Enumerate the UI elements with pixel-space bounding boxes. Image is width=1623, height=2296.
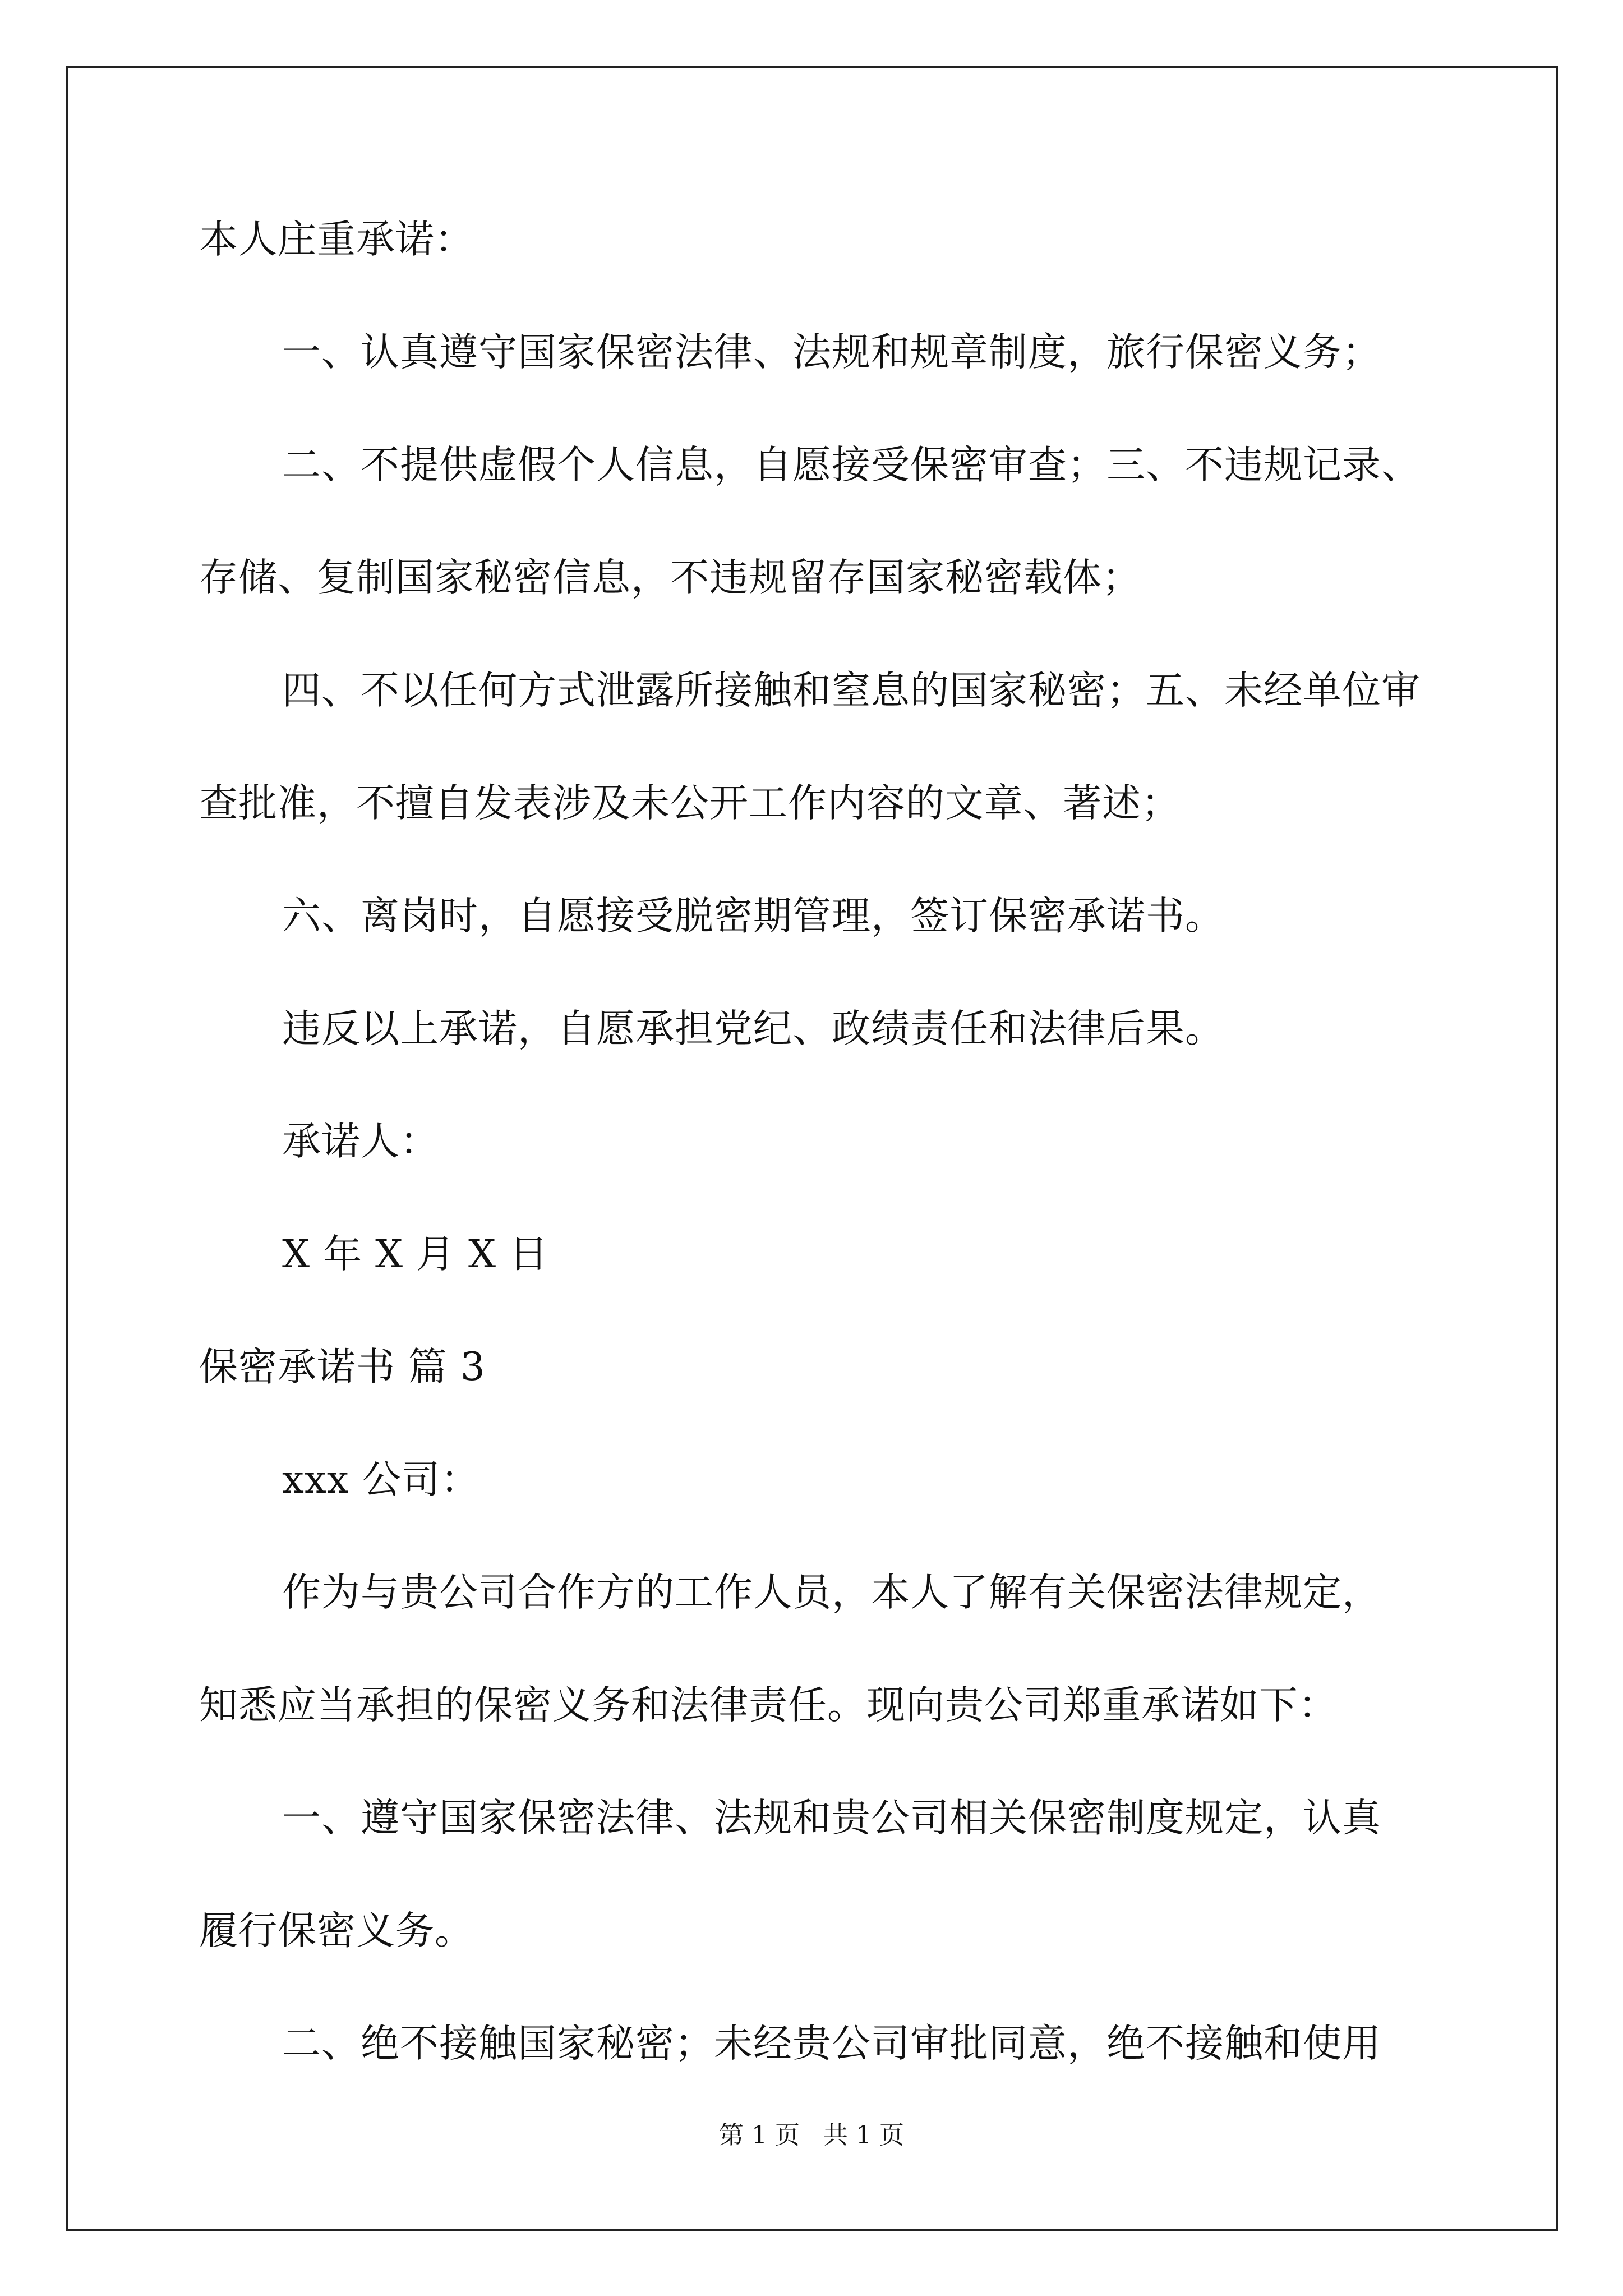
text-line: 知悉应当承担的保密义务和法律责任。现向贵公司郑重承诺如下：: [199, 1683, 1338, 1728]
text-line: 一、遵守国家保密法律、法规和贵公司相关保密制度规定，认真: [282, 1796, 1381, 1841]
text-line: 违反以上承诺，自愿承担党纪、政绩责任和法律后果。: [282, 1006, 1224, 1051]
text-line: 本人庄重承诺：: [199, 217, 474, 262]
text-line: 存储、复制国家秘密信息，不违规留存国家秘密载体；: [199, 555, 1141, 600]
signer-label: 承诺人：: [282, 1119, 439, 1164]
text-line: 六、离岗时，自愿接受脱密期管理，签订保密承诺书。: [282, 894, 1224, 938]
text-line: 四、不以任何方式泄露所接触和窒息的国家秘密；五、未经单位审: [282, 668, 1421, 713]
text-line: 一、认真遵守国家保密法律、法规和规章制度，旅行保密义务；: [282, 330, 1381, 375]
text-line: 履行保密义务。: [199, 1908, 474, 1953]
section-heading: 保密承诺书 篇 3: [199, 1345, 486, 1389]
text-line: 二、绝不接触国家秘密；未经贵公司审批同意，绝不接触和使用: [282, 2021, 1381, 2066]
text-line: 查批准，不擅自发表涉及未公开工作内容的文章、著述；: [199, 781, 1181, 826]
date-line: X 年 X 月 X 日: [282, 1232, 549, 1277]
page-number-footer: 第 1 页 共 1 页: [719, 2121, 904, 2150]
text-line: 二、不提供虚假个人信息，自愿接受保密审查；三、不违规记录、: [282, 443, 1421, 487]
text-line: 作为与贵公司合作方的工作人员，本人了解有关保密法律规定，: [282, 1570, 1381, 1615]
salutation: xxx 公司：: [282, 1457, 480, 1502]
document-body: [199, 211, 1461, 2128]
